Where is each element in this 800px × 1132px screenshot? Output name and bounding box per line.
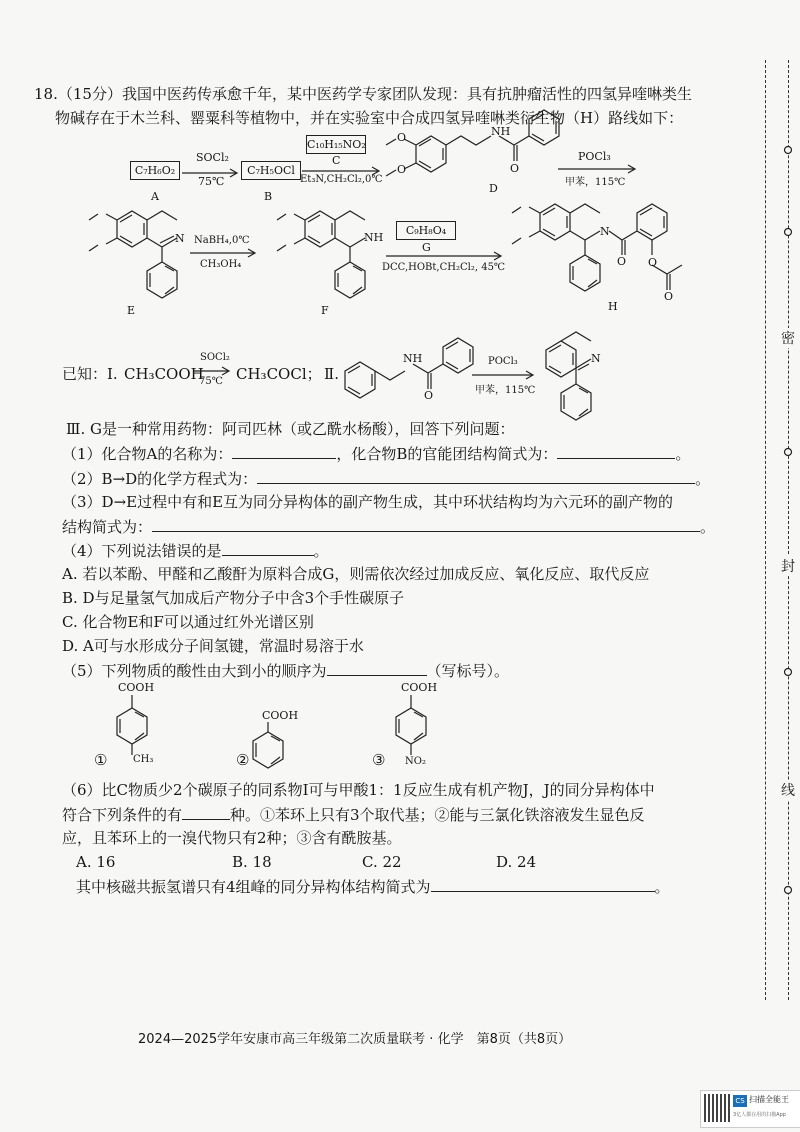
scanner-subtitle: 3亿人都在用的扫描App <box>733 1112 786 1118</box>
compound-G-box: C₉H₈O₄ <box>396 221 456 240</box>
cond-ab-top: SOCl₂ <box>196 151 229 164</box>
margin-label-mi: 密 <box>779 328 797 348</box>
question-3-line-1: （3）D→E过程中有和E互为同分异构体的副产物生成，其中环状结构均为六元环的副产物的 <box>62 493 674 511</box>
known-rxn1-left: CH₃COOH <box>124 365 204 383</box>
label-G: G <box>422 241 431 254</box>
q4-option-A: A. 若以苯酚、甲醛和乙酸酐为原料合成G，则需依次经过加成反应、氧化反应、取代反应 <box>62 565 650 583</box>
q6-choice-C: C. 22 <box>362 853 402 871</box>
known-rxn1-top: SOCl₂ <box>200 352 230 363</box>
label-F: F <box>321 304 329 317</box>
q4-option-C: C. 化合物E和F可以通过红外光谱区别 <box>62 613 314 631</box>
known-rxn1-bot: 75℃ <box>199 376 223 387</box>
cond-de-bot: 甲苯，115℃ <box>565 177 626 188</box>
q5-no2: NO₂ <box>405 756 426 767</box>
q6-part-b1: 符合下列条件的有 <box>62 806 183 824</box>
known-prefix: 已知：Ⅰ. <box>62 365 118 383</box>
label-D: D <box>489 182 498 195</box>
q5-part-b: （写标号）。 <box>426 662 510 680</box>
compound-B-box: C₇H₅OCl <box>241 161 301 180</box>
q6-choice-B: B. 18 <box>232 853 272 871</box>
scanner-logo: CS <box>733 1095 747 1107</box>
q4-option-B: B. D与足量氢气加成后产物分子中含3个手性碳原子 <box>62 589 405 607</box>
atom-NH-F: NH <box>364 231 384 244</box>
cond-bd-bot: Et₃N,CH₂Cl₂,0℃ <box>300 174 383 185</box>
margin-label-feng: 封 <box>779 556 797 576</box>
known-iii: Ⅲ. G是一种常用药物：阿司匹林（或乙酰水杨酸），回答下列问题： <box>66 420 515 438</box>
compound-C-box: C₁₀H₁₅NO₂ <box>306 135 366 154</box>
atom-N-known: N <box>591 352 601 365</box>
q6-end: 。 <box>654 878 670 896</box>
cond-de-top: POCl₃ <box>578 150 611 163</box>
q6-choice-D: D. 24 <box>496 853 537 871</box>
q1-part-a: （1）化合物A的名称为： <box>62 445 233 463</box>
atom-O-D1: O <box>397 131 407 144</box>
atom-O-D3: O <box>510 162 520 175</box>
cond-ef-top: NaBH₄,0℃ <box>194 235 250 246</box>
atom-NH-known: NH <box>403 352 423 365</box>
q5-part-a: （5）下列物质的酸性由大到小的顺序为 <box>62 662 327 680</box>
q4-text: （4）下列说法错误的是 <box>62 542 222 560</box>
scanner-badge <box>700 1090 800 1128</box>
label-B: B <box>264 190 273 203</box>
q4-end: 。 <box>313 542 329 560</box>
question-line-2: 物碱存在于木兰科、罂粟科等植物中，并在实验室中合成四氢异喹啉类衍生物（H）路线如下： <box>55 109 684 127</box>
atom-O-H2: O <box>648 256 658 269</box>
atom-O-known: O <box>424 389 434 402</box>
known-rxn2-top: POCl₃ <box>488 356 518 367</box>
label-C: C <box>332 154 341 167</box>
cond-fh-bot: DCC,HOBt,CH₂Cl₂, 45℃ <box>382 262 506 273</box>
atom-O-H3: O <box>664 290 674 303</box>
label-E: E <box>127 304 136 317</box>
question-line-1: 18.（15分）我国中医药传承愈千年，某中医药学专家团队发现：具有抗肿瘤活性的四氢异喹啉类生 <box>34 85 692 103</box>
q6-choice-A: A. 16 <box>76 853 116 871</box>
q5-num-3: ③ <box>372 751 386 769</box>
q5-cooh-1: COOH <box>118 681 155 694</box>
known-rxn1-right: CH₃COCl； <box>236 365 322 383</box>
cond-ab-bot: 75℃ <box>198 175 225 188</box>
label-A: A <box>151 190 159 203</box>
cond-ef-bot: CH₃OH₄ <box>200 259 242 270</box>
q5-cooh-2: COOH <box>262 709 299 722</box>
qr-code <box>704 1094 730 1122</box>
q5-num-1: ① <box>94 751 108 769</box>
q3-part-b: 结构简式为： <box>62 518 153 536</box>
q5-cooh-3: COOH <box>401 681 438 694</box>
q2-part-a: （2）B→D的化学方程式为： <box>62 470 258 488</box>
atom-O-H1: O <box>617 255 627 268</box>
known-rxn2-prefix: Ⅱ. <box>324 365 339 383</box>
page-footer: 2024—2025学年安康市高三年级第二次质量联考 · 化学 第8页（共8页） <box>138 1032 572 1047</box>
q5-ch3: CH₃ <box>133 754 154 765</box>
question-6-line-1: （6）比C物质少2个碳原子的同系物I可与甲酸1：1反应生成有机产物J，J的同分异构体中 <box>62 781 655 799</box>
known-rxn2-bot: 甲苯，115℃ <box>475 385 536 396</box>
q2-end: 。 <box>695 470 711 488</box>
atom-O-D2: O <box>397 163 407 176</box>
q1-part-b: ，化合物B的官能团结构简式为： <box>336 445 558 463</box>
compound-A-box: C₇H₆O₂ <box>130 161 180 180</box>
q4-option-D: D. A可与水形成分子间氢键，常温时易溶于水 <box>62 637 364 655</box>
q5-num-2: ② <box>236 751 250 769</box>
scanner-app-name: 扫描全能王 <box>749 1095 789 1104</box>
q6-part-b2: 种。①苯环上只有3个取代基；②能与三氯化铁溶液发生显色反 <box>230 806 645 824</box>
label-H: H <box>608 300 618 313</box>
q1-end: 。 <box>675 445 691 463</box>
q3-end: 。 <box>700 518 716 536</box>
atom-N-E: N <box>175 232 185 245</box>
atom-N-H: N <box>600 225 610 238</box>
margin-label-xian: 线 <box>779 780 797 800</box>
atom-NH-D: NH <box>491 125 511 138</box>
q6-part-d: 其中核磁共振氢谱只有4组峰的同分异构体结构简式为 <box>76 878 431 896</box>
question-6-line-3: 应，且苯环上的一溴代物只有2种；③含有酰胺基。 <box>62 829 402 847</box>
